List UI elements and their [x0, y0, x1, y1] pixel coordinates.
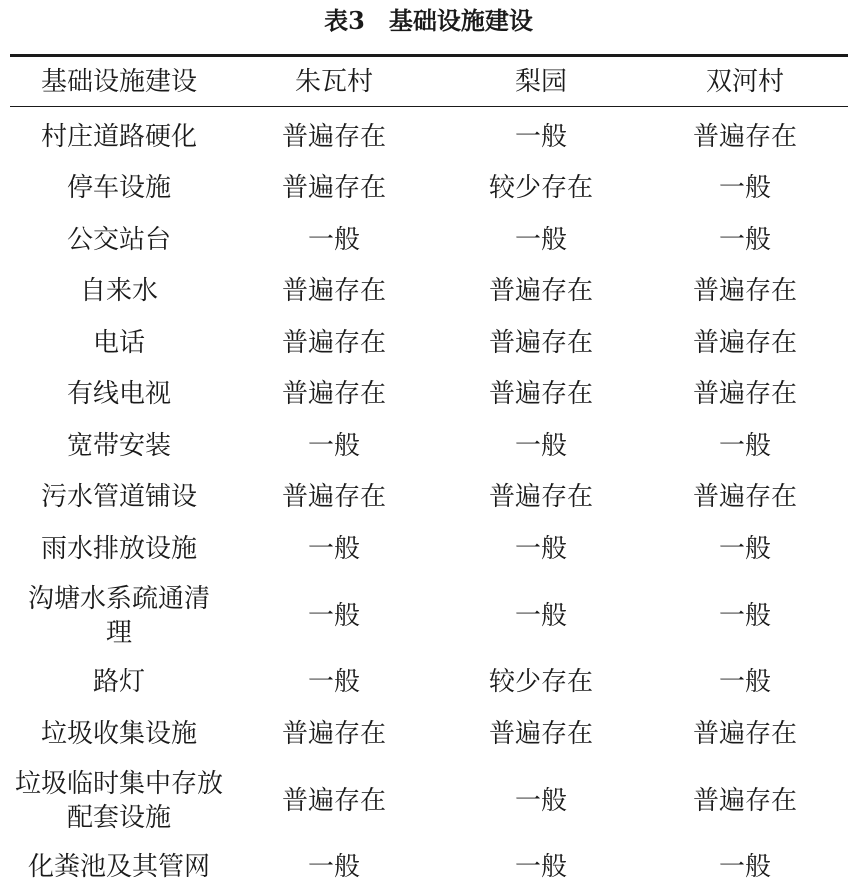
table-cell: 一般: [228, 842, 440, 893]
table-cell: 普遍存在: [440, 266, 642, 318]
table-row: [10, 107, 848, 163]
table-cell: 一般: [440, 523, 642, 575]
table-cell: 一般: [642, 523, 848, 575]
row-label: [10, 760, 228, 842]
table-cell: 一般: [440, 575, 642, 657]
table-row: [10, 317, 848, 369]
header-infrastructure: 基础设施建设: [10, 56, 228, 107]
table-cell: 普遍存在: [440, 708, 642, 760]
table-row: [10, 575, 848, 657]
row-label-text: 垃圾临时集中存放配套设施: [14, 767, 224, 835]
table-row: [10, 420, 848, 472]
row-label: 公交站台: [10, 214, 228, 266]
table-cell: 一般: [440, 420, 642, 472]
table-caption: 表3 基础设施建设: [0, 6, 857, 36]
table-row: [10, 214, 848, 266]
table-cell: 一般: [642, 657, 848, 709]
table-cell: 普遍存在: [642, 472, 848, 524]
table-cell: 一般: [440, 842, 642, 893]
table-cell: 普遍存在: [642, 760, 848, 842]
table-cell: 普遍存在: [228, 107, 440, 163]
table-row: [10, 163, 848, 215]
table-cell: 普遍存在: [642, 369, 848, 421]
table-cell: 普遍存在: [642, 266, 848, 318]
table-cell: 一般: [642, 842, 848, 893]
table-cell: 普遍存在: [228, 472, 440, 524]
row-label: 垃圾收集设施: [10, 708, 228, 760]
row-label: 宽带安装: [10, 420, 228, 472]
table-cell: 一般: [642, 420, 848, 472]
table-cell: 普遍存在: [440, 317, 642, 369]
table-cell: 一般: [228, 420, 440, 472]
table-cell: 普遍存在: [642, 708, 848, 760]
table-header-row: [10, 56, 848, 107]
header-zhuwa-village: 朱瓦村: [228, 56, 440, 107]
table-cell: 普遍存在: [228, 163, 440, 215]
table-row: [10, 842, 848, 893]
table-cell: 一般: [642, 214, 848, 266]
table-row: [10, 266, 848, 318]
row-label: 村庄道路硬化: [10, 107, 228, 163]
table-cell: 普遍存在: [228, 369, 440, 421]
row-label: 电话: [10, 317, 228, 369]
table-cell: 普遍存在: [228, 317, 440, 369]
table-row: [10, 708, 848, 760]
row-label-text: 沟塘水系疏通清理: [28, 582, 210, 650]
row-label: 自来水: [10, 266, 228, 318]
table-cell: 普遍存在: [440, 369, 642, 421]
table-cell: 普遍存在: [228, 266, 440, 318]
table-cell: 一般: [642, 163, 848, 215]
table-cell: 一般: [228, 523, 440, 575]
table-cell: 一般: [228, 214, 440, 266]
row-label: 停车设施: [10, 163, 228, 215]
table-row: [10, 760, 848, 842]
header-shuanghe-village: 双河村: [642, 56, 848, 107]
row-label: 有线电视: [10, 369, 228, 421]
table-cell: 一般: [642, 575, 848, 657]
infrastructure-table: [10, 54, 848, 893]
row-label: 路灯: [10, 657, 228, 709]
table-cell: 较少存在: [440, 657, 642, 709]
table-cell: 一般: [440, 107, 642, 163]
row-label: 雨水排放设施: [10, 523, 228, 575]
table-cell: 普遍存在: [642, 317, 848, 369]
table-row: [10, 369, 848, 421]
table-cell: 一般: [228, 657, 440, 709]
table-cell: 一般: [228, 575, 440, 657]
row-label: 污水管道铺设: [10, 472, 228, 524]
row-label: 化粪池及其管网: [10, 842, 228, 893]
table-row: [10, 657, 848, 709]
table-cell: 普遍存在: [228, 760, 440, 842]
table-cell: 普遍存在: [228, 708, 440, 760]
table-cell: 一般: [440, 214, 642, 266]
table-cell: 较少存在: [440, 163, 642, 215]
table-cell: 普遍存在: [642, 107, 848, 163]
table-row: [10, 523, 848, 575]
table-cell: 一般: [440, 760, 642, 842]
table-cell: 普遍存在: [440, 472, 642, 524]
header-liyuan: 梨园: [440, 56, 642, 107]
row-label: [10, 575, 228, 657]
table-row: [10, 472, 848, 524]
